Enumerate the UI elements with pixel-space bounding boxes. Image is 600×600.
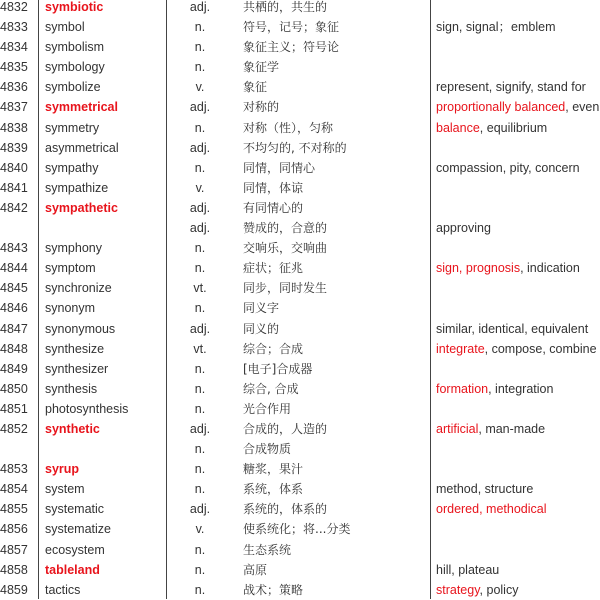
synonym-highlighted: ordered, methodical xyxy=(436,502,547,517)
part-of-speech: adj. xyxy=(189,140,211,155)
entry-word: synonym xyxy=(45,301,96,316)
entry-word: sympathy xyxy=(45,160,99,175)
entry-number: 4855 xyxy=(0,502,28,517)
part-of-speech: n. xyxy=(194,160,206,175)
table-row xyxy=(0,178,600,198)
synonym-text: similar, identical, equivalent xyxy=(436,321,589,336)
entry-number: 4845 xyxy=(0,281,28,296)
entry-word: synthesize xyxy=(45,341,105,356)
table-row xyxy=(0,560,600,580)
chinese-definition: 象征 xyxy=(243,80,268,95)
entry-word: synthetic xyxy=(45,421,100,436)
synonym-text: method, structure xyxy=(436,482,534,497)
synonyms xyxy=(436,218,491,238)
chinese-definition: 光合作用 xyxy=(243,401,292,416)
part-of-speech: adj. xyxy=(189,100,211,115)
part-of-speech: n. xyxy=(194,20,206,35)
synonym-text: approving xyxy=(436,221,491,236)
synonym-highlighted: sign, prognosis xyxy=(436,261,521,276)
synonyms xyxy=(436,77,586,97)
entry-number: 4852 xyxy=(0,421,28,436)
chinese-definition: 高原 xyxy=(243,562,268,577)
entry-number: 4840 xyxy=(0,160,28,175)
entry-word: syrup xyxy=(45,462,80,477)
synonym-text: , even xyxy=(565,100,600,115)
entry-number: 4841 xyxy=(0,180,28,195)
synonyms xyxy=(436,499,546,519)
entry-number: 4857 xyxy=(0,542,28,557)
synonym-text: , indication xyxy=(520,261,580,276)
part-of-speech: n. xyxy=(194,462,206,477)
table-row xyxy=(0,359,600,379)
entry-number: 4834 xyxy=(0,40,28,55)
table-row xyxy=(0,77,600,97)
synonyms xyxy=(436,419,545,439)
entry-word: photosynthesis xyxy=(45,401,129,416)
chinese-definition: 有同情心的 xyxy=(243,200,304,215)
chinese-definition: 症状；征兆 xyxy=(243,261,304,276)
chinese-definition: 系统的，体系的 xyxy=(243,502,328,517)
synonyms xyxy=(436,339,597,359)
entry-number: 4842 xyxy=(0,200,28,215)
synonym-text: sign, signal；emblem xyxy=(436,20,556,35)
part-of-speech: n. xyxy=(194,120,206,135)
chinese-definition: 糖浆，果汁 xyxy=(243,462,304,477)
synonyms xyxy=(436,560,499,580)
table-row xyxy=(0,580,600,600)
entry-word: symphony xyxy=(45,241,102,256)
chinese-definition: 同步，同时发生 xyxy=(243,281,328,296)
table-row xyxy=(0,540,600,560)
entry-number: 4853 xyxy=(0,462,28,477)
entry-word: tableland xyxy=(45,562,100,577)
part-of-speech: n. xyxy=(194,482,206,497)
table-row xyxy=(0,298,600,318)
entry-number: 4838 xyxy=(0,120,28,135)
entry-number: 4837 xyxy=(0,100,28,115)
synonym-text: compassion, pity, concern xyxy=(436,160,580,175)
part-of-speech: v. xyxy=(195,180,205,195)
chinese-definition: 合成物质 xyxy=(243,442,292,457)
synonym-text: , policy xyxy=(479,582,519,597)
table-row xyxy=(0,97,600,117)
entry-word: synthesis xyxy=(45,381,98,396)
chinese-definition: 使系统化；将...分类 xyxy=(243,522,351,537)
chinese-definition: 对称（性），匀称 xyxy=(243,120,334,135)
synonym-text: , man-made xyxy=(478,421,546,436)
entry-number: 4851 xyxy=(0,401,28,416)
table-row xyxy=(0,419,600,439)
table-row xyxy=(0,459,600,479)
table-row xyxy=(0,198,600,218)
entry-number: 4854 xyxy=(0,482,28,497)
entry-word: system xyxy=(45,482,85,497)
entry-word: symbolize xyxy=(45,80,101,95)
chinese-definition: 同情，体谅 xyxy=(243,180,304,195)
synonyms xyxy=(436,479,533,499)
table-row xyxy=(0,0,600,17)
synonym-text: , compose, combine xyxy=(484,341,597,356)
table-row xyxy=(0,278,600,298)
table-row xyxy=(0,258,600,278)
table-row xyxy=(0,319,600,339)
table-row xyxy=(0,238,600,258)
entry-number: 4858 xyxy=(0,562,28,577)
entry-word: symmetry xyxy=(45,120,100,135)
table-row xyxy=(0,379,600,399)
synonym-text: , equilibrium xyxy=(479,120,548,135)
chinese-definition: 合成的，人造的 xyxy=(243,421,328,436)
entry-word: symbiotic xyxy=(45,0,104,14)
part-of-speech: vt. xyxy=(193,341,207,356)
chinese-definition: 系统，体系 xyxy=(243,482,304,497)
table-row xyxy=(0,138,600,158)
synonym-text: represent, signify, stand for xyxy=(436,80,586,95)
entry-number: 4848 xyxy=(0,341,28,356)
chinese-definition: 同义字 xyxy=(243,301,280,316)
table-row xyxy=(0,158,600,178)
part-of-speech: n. xyxy=(194,60,206,75)
chinese-definition: 象征主义；符号论 xyxy=(243,40,340,55)
chinese-definition: 交响乐，交响曲 xyxy=(243,241,328,256)
part-of-speech: adj. xyxy=(189,502,211,517)
table-row xyxy=(0,118,600,138)
synonym-highlighted: strategy xyxy=(436,582,480,597)
part-of-speech: n. xyxy=(194,301,206,316)
entry-number: 4832 xyxy=(0,0,28,14)
entry-number: 4844 xyxy=(0,261,28,276)
entry-number: 4846 xyxy=(0,301,28,316)
synonym-highlighted: artificial xyxy=(436,421,479,436)
synonyms xyxy=(436,258,580,278)
part-of-speech: n. xyxy=(194,562,206,577)
table-row xyxy=(0,17,600,37)
chinese-definition: [电子]合成器 xyxy=(243,361,313,376)
part-of-speech: v. xyxy=(195,522,205,537)
chinese-definition: 同义的 xyxy=(243,321,280,336)
entry-number: 4850 xyxy=(0,381,28,396)
synonyms xyxy=(436,580,518,600)
entry-word: synonymous xyxy=(45,321,116,336)
part-of-speech: vt. xyxy=(193,281,207,296)
chinese-definition: 对称的 xyxy=(243,100,280,115)
part-of-speech: adj. xyxy=(189,200,211,215)
entry-word: sympathetic xyxy=(45,200,118,215)
entry-word: symmetrical xyxy=(45,100,118,115)
part-of-speech: n. xyxy=(194,542,206,557)
chinese-definition: 符号，记号；象征 xyxy=(243,20,340,35)
part-of-speech: n. xyxy=(194,241,206,256)
part-of-speech: adj. xyxy=(189,321,211,336)
entry-number: 4843 xyxy=(0,241,28,256)
part-of-speech: adj. xyxy=(189,421,211,436)
chinese-definition: 象征学 xyxy=(243,60,280,75)
chinese-definition: 赞成的，合意的 xyxy=(243,221,328,236)
synonyms xyxy=(436,158,580,178)
entry-number: 4856 xyxy=(0,522,28,537)
entry-number: 4859 xyxy=(0,582,28,597)
synonyms xyxy=(436,379,553,399)
synonyms xyxy=(436,118,547,138)
entry-word: symbolism xyxy=(45,40,105,55)
part-of-speech: n. xyxy=(194,401,206,416)
table-row xyxy=(0,499,600,519)
chinese-definition: 综合, 合成 xyxy=(243,381,299,396)
synonym-highlighted: balance xyxy=(436,120,480,135)
entry-number: 4847 xyxy=(0,321,28,336)
synonym-highlighted: integrate xyxy=(436,341,485,356)
table-row xyxy=(0,399,600,419)
chinese-definition: 生态系统 xyxy=(243,542,292,557)
entry-number: 4835 xyxy=(0,60,28,75)
entry-word: symbol xyxy=(45,20,85,35)
entry-word: tactics xyxy=(45,582,81,597)
synonym-highlighted: proportionally balanced xyxy=(436,100,566,115)
chinese-definition: 综合；合成 xyxy=(243,341,304,356)
part-of-speech: n. xyxy=(194,361,206,376)
part-of-speech: n. xyxy=(194,442,206,457)
synonyms xyxy=(436,17,556,37)
table-row xyxy=(0,519,600,539)
part-of-speech: adj. xyxy=(189,221,211,236)
chinese-definition: 战术；策略 xyxy=(243,582,304,597)
part-of-speech: n. xyxy=(194,40,206,55)
chinese-definition: 不均匀的, 不对称的 xyxy=(243,140,347,155)
table-row xyxy=(0,218,600,238)
table-row xyxy=(0,57,600,77)
part-of-speech: n. xyxy=(194,261,206,276)
synonym-highlighted: formation xyxy=(436,381,489,396)
entry-number: 4833 xyxy=(0,20,28,35)
synonyms xyxy=(436,319,588,339)
entry-word: systematize xyxy=(45,522,111,537)
part-of-speech: v. xyxy=(195,80,205,95)
part-of-speech: n. xyxy=(194,582,206,597)
entry-word: symptom xyxy=(45,261,96,276)
chinese-definition: 共栖的，共生的 xyxy=(243,0,328,14)
part-of-speech: n. xyxy=(194,381,206,396)
entry-word: asymmetrical xyxy=(45,140,119,155)
entry-word: synthesizer xyxy=(45,361,109,376)
entry-word: sympathize xyxy=(45,180,109,195)
entry-number: 4839 xyxy=(0,140,28,155)
entry-word: ecosystem xyxy=(45,542,105,557)
entry-number: 4836 xyxy=(0,80,28,95)
entry-word: symbology xyxy=(45,60,105,75)
part-of-speech: adj. xyxy=(189,0,211,14)
synonym-text: hill, plateau xyxy=(436,562,500,577)
chinese-definition: 同情，同情心 xyxy=(243,160,316,175)
entry-word: synchronize xyxy=(45,281,112,296)
entry-word: systematic xyxy=(45,502,105,517)
entry-number: 4849 xyxy=(0,361,28,376)
synonym-text: , integration xyxy=(488,381,554,396)
table-row xyxy=(0,339,600,359)
table-row xyxy=(0,37,600,57)
table-row xyxy=(0,479,600,499)
table-row xyxy=(0,439,600,459)
synonyms xyxy=(436,97,599,117)
